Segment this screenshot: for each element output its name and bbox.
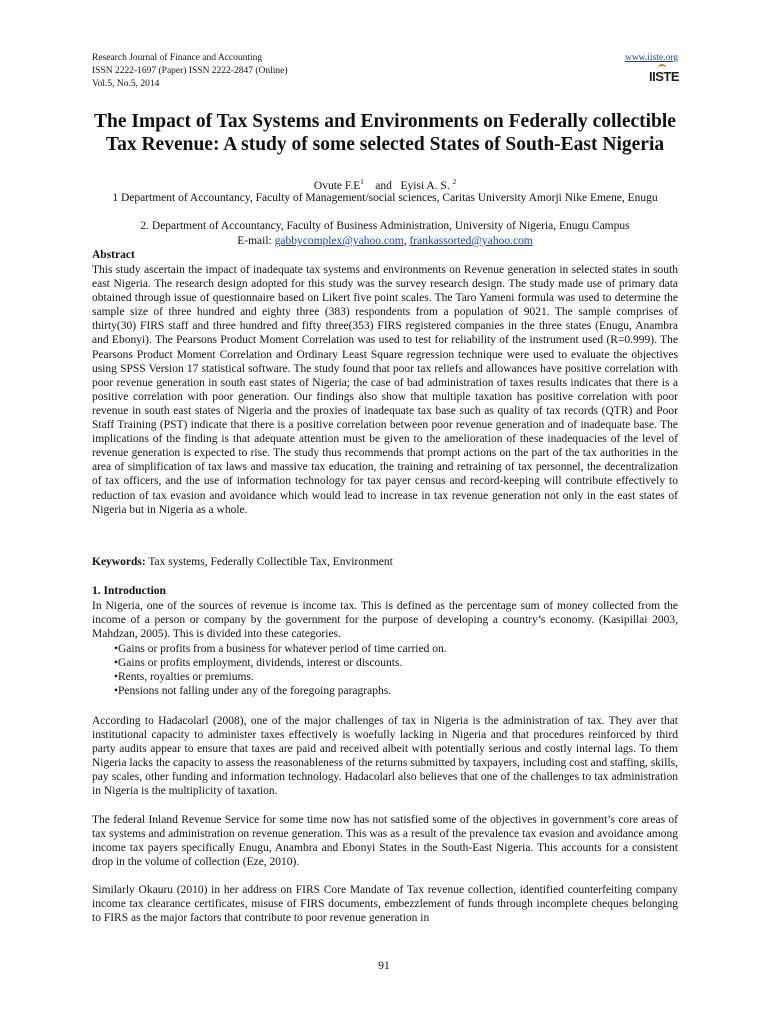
list-item: • Rents, royalties or premiums.	[92, 670, 652, 684]
list-item: • Pensions not falling under any of the foregoing paragraphs.	[92, 684, 652, 698]
email-link-2[interactable]: frankassorted@yahoo.com	[409, 235, 533, 247]
intro-paragraph-4: Similarly Okauru (2010) in her address on FIRS Core Mandate of Tax revenue collection, identified counterfeiting company income tax clearance certificates, misuse of FIRS documents, embezzlement of funds through incomplete cheques belonging to FIRS as the major factors that contribute to poor revenue generation in	[92, 884, 678, 925]
abstract-text: This study ascertain the impact of inadequate tax systems and environments on Revenue generation in selected states in south east Nigeria. The research design adopted for this study was the survey research design. The study made use of primary data obtained through issue of questionnaire based on Likert five point scales. The Taro Yameni formula was used to determine the sample size of three hundred and eighty three (383) respondents from a population of 9021. The sample comprises of thirty(30) FIRS staff and three hundred and fifty three(353) FIRS registered companies in the three states (Enugu, Anambra and Ebonyi). The Pearsons Product Moment Correlation was used to test for reliability of the instrument used (R=0.999). The Pearsons Product Moment Correlation and Ordinary Least Square regression technique were used to evaluate the objectives using SPSS Version 17 statistical software. The study found that poor tax reliefs and allowances have positive correlation with poor revenue generation in south east states of Nigeria; the case of bad administration of taxes results indicates that there is a positive correlation with poor generation. Our findings also show that multiple taxation has positive correlation with poor revenue in south east states of Nigeria and the proxies of inadequate tax base such as quality of tax records (QTR) and Poor Staff Training (PST) indicate that there is a positive correlation between poor revenue generation and of inadequate base. The implications of the finding is that adequate attention must be given to the amelioration of these inadequacies of the level of revenue generation is expected to rise. The study thus recommends that prompt actions on the part of the tax authorities in the area of simplification of tax laws and massive tax education, the training and retraining of tax personnel, the decentralization of tax officers, and the use of information technology for tax payer census and record-keeping will contribute effectively to reduction of tax evasion and avoidance which would lead to increase in tax revenue generation not only in the east states of Nigeria but in Nigeria as a whole.	[92, 264, 678, 516]
affiliation-2: 2. Department of Accountancy, Faculty of Business Administration, University of Nigeria, Enugu Campus	[140, 220, 630, 232]
issn: ISSN 2222-1697 (Paper) ISSN 2222-2847 (Online)	[92, 66, 288, 76]
author-2-sup: 2	[452, 178, 457, 186]
intro-paragraph-3: The federal Inland Revenue Service for some time now has not satisfied some of the objectives in government’s core areas of tax systems and administration on revenue generation. This was as a result of the prevalence tax evasion and avoidance among income tax payers specifically Enugu, Anambra and Ebonyi States in the South-East Nigeria. This accounts for a consistent drop in the volume of collection (Eze, 2010).	[92, 814, 678, 869]
email-line	[92, 234, 678, 248]
author-1: Ovute F.E	[313, 179, 361, 192]
intro-heading: 1. Introduction	[92, 585, 166, 597]
keywords-text: Tax systems, Federally Collectible Tax, Environment	[145, 556, 393, 568]
email-label: E-mail:	[237, 235, 275, 247]
volume: Vol.5, No.5, 2014	[92, 79, 160, 89]
intro-paragraph-2: According to Hadacolarl (2008), one of the major challenges of tax in Nigeria is the administration of tax. They aver that institutional capacity to administer taxes effectively is woefully lacking in Nigeria and that procedures reinforced by third party audits appear to ensure that taxes are paid and received albeit with potentially serious and costly internal lags. To them Nigeria lacks the capacity to assess the reasonableness of the returns submitted by taxpayers, including cost and staffing, skills, pay scales, other funding and information technology. Hadacolarl also believes that one of the challenges to tax administration in Nigeria is the multiplicity of taxation.	[92, 715, 678, 798]
email-link-1[interactable]: gabbycomplex@yahoo.com	[274, 235, 404, 247]
logo-text: IISTE	[649, 69, 680, 84]
journal-name: Research Journal of Finance and Accounting	[92, 53, 263, 63]
page-number: 91	[378, 960, 390, 972]
authors-and: and	[375, 179, 392, 192]
paper-title: The Impact of Tax Systems and Environments on Federally collectible Tax Revenue: A study of some selected States of South-East Nigeria	[94, 111, 676, 155]
journal-header	[92, 52, 678, 91]
abstract-heading: Abstract	[92, 249, 135, 261]
income-categories-list	[92, 642, 652, 698]
author-2: Eyisi A. S.	[400, 179, 450, 192]
keywords-label: Keywords:	[92, 556, 146, 568]
intro-paragraph-1: In Nigeria, one of the sources of revenue is income tax. This is defined as the percentage sum of money collected from the income of a person or company by the government for the purpose of developing a country’s economy. (Kasipillai 2003, Mahdzan, 2005). This is divided into these categories.	[92, 600, 678, 641]
keywords-line	[92, 555, 678, 569]
list-item: • Gains or profits employment, dividends, interest or discounts.	[92, 656, 652, 670]
affiliation-1: 1 Department of Accountancy, Faculty of Management/social sciences, Caritas University Amorji Nike Emene, Enugu	[112, 192, 658, 204]
email-separator: ,	[403, 235, 410, 247]
list-item: • Gains or profits from a business for whatever period of time carried on.	[92, 642, 652, 656]
website-link[interactable]: www.iiste.org	[624, 53, 678, 63]
author-1-sup: 1	[360, 178, 364, 186]
iiste-logo	[649, 66, 680, 88]
